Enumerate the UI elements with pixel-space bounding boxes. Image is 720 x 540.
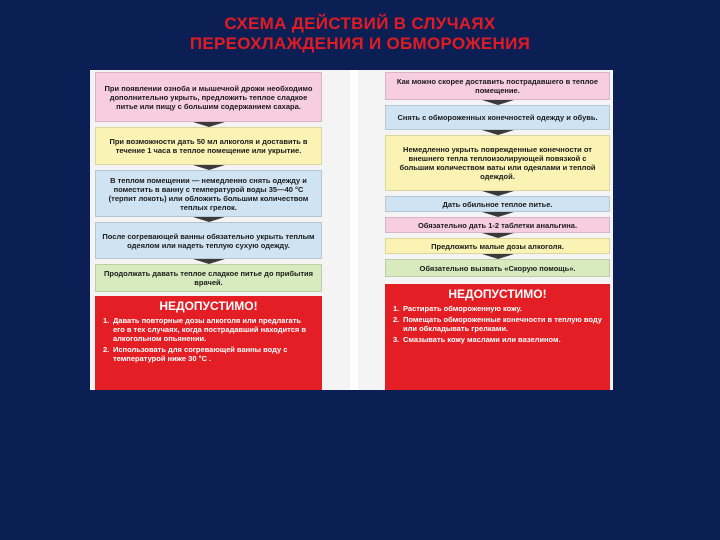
frostbite-warning-box bbox=[385, 284, 610, 390]
frostbite-step-7: Обязательно вызвать «Скорую помощь». bbox=[385, 259, 610, 277]
frostbite-step-4: Дать обильное теплое питье. bbox=[385, 196, 610, 212]
slide-title bbox=[0, 14, 720, 54]
slide-title-line-1: СХЕМА ДЕЙСТВИЙ В СЛУЧАЯХ bbox=[224, 14, 496, 33]
warning-item bbox=[103, 316, 314, 343]
warning-item-text: Помещать обмороженные конечности в теплую воду или обкладывать грелками. bbox=[403, 315, 602, 333]
hypothermia-step-3: В теплом помещении — немедленно снять одежду и поместить в ванну с температурой воды 35—40 °С (терпит локоть) или обложить большим количеством теплых грелок. bbox=[95, 170, 322, 217]
frostbite-step-2: Снять с обмороженных конечностей одежду и обувь. bbox=[385, 105, 610, 130]
warning-title: НЕДОПУСТИМО! bbox=[159, 299, 258, 313]
slide-title-line-2: ПЕРЕОХЛАЖДЕНИЯ И ОБМОРОЖЕНИЯ bbox=[189, 34, 531, 53]
warning-item bbox=[393, 335, 602, 344]
warning-item bbox=[393, 304, 602, 313]
warning-item-number: 2. bbox=[393, 315, 400, 324]
warning-item-number: 2. bbox=[103, 345, 110, 354]
warning-item bbox=[103, 345, 314, 363]
warning-item-number: 1. bbox=[103, 316, 110, 325]
hypothermia-warning-box bbox=[95, 296, 322, 390]
warning-item-number: 3. bbox=[393, 335, 400, 344]
warning-item-text: Использовать для согревающей ванны воду с температурой ниже 30 °С . bbox=[113, 345, 288, 363]
warning-item-text: Давать повторные дозы алкоголя или предлагать его в тех случаях, когда пострадавший находится в алкогольном опьянении. bbox=[113, 316, 306, 343]
frostbite-step-5: Обязательно дать 1-2 таблетки анальгина. bbox=[385, 217, 610, 233]
warning-item bbox=[393, 315, 602, 333]
hypothermia-step-4: После согревающей ванны обязательно укрыть теплым одеялом или надеть теплую сухую одежду. bbox=[95, 222, 322, 259]
warning-title: НЕДОПУСТИМО! bbox=[448, 287, 547, 301]
frostbite-step-3: Немедленно укрыть поврежденные конечности от внешнего тепла теплоизолирующей повязкой с большим количеством ваты или одеялами и теплой одеждой. bbox=[385, 135, 610, 191]
warning-item-text: Растирать обмороженную кожу. bbox=[403, 304, 523, 313]
hypothermia-step-2: При возможности дать 50 мл алкоголя и доставить в течение 1 часа в теплое помещение или укрытие. bbox=[95, 127, 322, 165]
warning-item-text: Смазывать кожу маслами или вазелином. bbox=[403, 335, 561, 344]
frostbite-step-1: Как можно скорее доставить пострадавшего в теплое помещение. bbox=[385, 72, 610, 100]
hypothermia-step-1: При появлении озноба и мышечной дрожи необходимо дополнительно укрыть, предложить теплое сладкое питье или пищу с большим содержанием сахара. bbox=[95, 72, 322, 122]
warning-item-number: 1. bbox=[393, 304, 400, 313]
poster-divider bbox=[350, 70, 358, 390]
frostbite-step-6: Предложить малые дозы алкоголя. bbox=[385, 238, 610, 254]
hypothermia-step-5: Продолжать давать теплое сладкое питье до прибытия врачей. bbox=[95, 264, 322, 292]
